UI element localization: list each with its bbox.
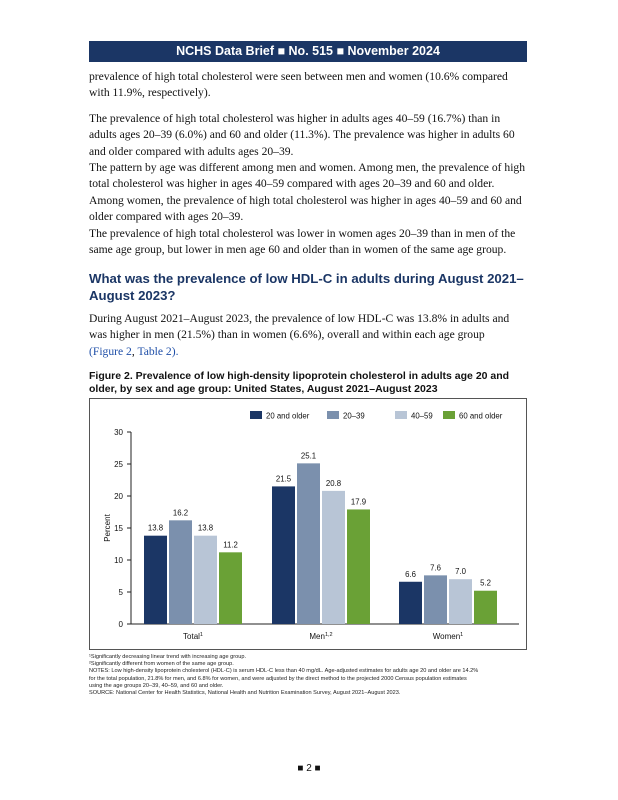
body-paragraph-4 (89, 226, 527, 259)
bar-women-series-2 (449, 579, 472, 624)
note-line: using the age groups 20–39, 40–59, and 60 and older. (89, 682, 224, 689)
section-paragraph-body: During August 2021–August 2023, the prevalence of low HDL-C was 13.8% in adults and was higher in men (21.5%) than in women (6.6%), overall and within each age group (89, 312, 510, 342)
y-tick-label: 30 (114, 428, 123, 437)
x-category-label: Men$^{1,2}$ (309, 632, 333, 641)
bar-total-series-0 (144, 536, 167, 624)
bar-value-label: 6.6 (405, 569, 416, 579)
note-line: ²Significantly different from women of the same age group. (89, 661, 234, 668)
legend-label: 20 and older (266, 411, 310, 421)
legend-label: 40–59 (411, 411, 433, 421)
bar-total-series-3 (219, 552, 242, 624)
bar-men-series-1 (297, 463, 320, 624)
y-tick-label: 10 (114, 556, 123, 565)
body-paragraph-3 (89, 160, 527, 226)
y-tick-label: 25 (114, 460, 123, 469)
bar-total-series-2 (194, 536, 217, 624)
page-number: ■ 2 ■ (297, 763, 321, 774)
figure-title: Figure 2. Prevalence of low high-density lipoprotein cholesterol in adults age 20 and older, by sex and age group: United States, August 2021–August 2023 (89, 370, 510, 395)
note-line: for the total population, 21.8% for men, and 6.8% for women, and were adjusted by the direct method to the projected 2000 Census population estimates (89, 675, 467, 682)
section-heading: What was the prevalence of low HDL-C in adults during August 2021–August 2023? (89, 271, 524, 303)
report-header-banner (89, 41, 527, 62)
bar-value-label: 16.2 (172, 508, 189, 518)
bar-women-series-1 (424, 575, 447, 624)
paren-close: ). (171, 344, 179, 358)
report-header-title: NCHS Data Brief ■ No. 515 ■ November 2024 (176, 44, 440, 58)
paragraph-text: The prevalence of high total cholesterol was higher in adults ages 40–59 (16.7%) than in adults ages 20–39 (6.0%) and 60 and older (11.3%). The prevalence was higher in adults 60 and older compared with adults ages 20–39. (89, 112, 515, 158)
legend-swatch (395, 411, 407, 419)
bar-value-label: 11.2 (223, 540, 238, 550)
bar-value-label: 5.2 (480, 578, 491, 588)
bar-men-series-3 (347, 509, 370, 624)
paragraph-text: The prevalence of high total cholesterol was lower in women ages 20–39 than in men of the same age group, but lower in men age 60 and older than in women of the same age group. (89, 227, 516, 257)
body-paragraph-1 (89, 69, 527, 102)
y-axis-title: Percent (103, 514, 112, 542)
bar-women-series-3 (474, 591, 497, 624)
bar-value-label: 17.9 (350, 497, 367, 507)
paragraph-text: prevalence of high total cholesterol were seen between men and women (10.6% compared with 11.9%, respectively). (89, 70, 508, 100)
note-line: ¹Significantly decreasing linear trend with increasing age group. (89, 654, 247, 660)
bar-value-label: 20.8 (325, 478, 342, 488)
section-paragraph (89, 311, 527, 360)
paren-open: ( (89, 344, 93, 358)
bar-women-series-0 (399, 582, 422, 624)
table-2-link[interactable]: Table 2 (137, 344, 172, 358)
y-tick-label: 20 (114, 492, 123, 501)
note-line: SOURCE: National Center for Health Statistics, National Health and Nutrition Examination Survey, August 2021–August 2023. (89, 690, 401, 697)
legend-label: 20–39 (343, 411, 365, 421)
bar-value-label: 7.6 (430, 563, 441, 573)
legend-swatch (443, 411, 455, 419)
body-paragraph-2 (89, 111, 527, 160)
y-tick-label: 15 (114, 524, 123, 533)
section-paragraph-text (89, 311, 527, 360)
y-tick-label: 5 (118, 588, 123, 597)
bar-chart (89, 398, 527, 650)
bar-value-label: 21.5 (275, 474, 292, 484)
bar-total-series-1 (169, 520, 192, 624)
legend-swatch (327, 411, 339, 419)
x-category-label: Women$^1$ (432, 632, 464, 641)
y-tick-label: 0 (118, 620, 123, 629)
legend-swatch (250, 411, 262, 419)
bar-value-label: 13.8 (147, 523, 164, 533)
bar-men-series-0 (272, 486, 295, 624)
link-separator: , (131, 344, 138, 358)
bar-value-label: 7.0 (455, 567, 466, 577)
bar-value-label: 25.1 (300, 451, 317, 461)
x-category-label: Total$^1$ (183, 632, 203, 641)
paragraph-text: The pattern by age was different among men and women. Among men, the prevalence of high total cholesterol was higher in ages 40–59 compared with ages 20–39 and 60 and older. Among women, the prevalence of high total cholesterol was higher in ages 40–59 and 60 and older compared with ages 20–39. (89, 161, 526, 224)
note-line: NOTES: Low high-density lipoprotein cholesterol (HDL-C) is serum HDL-C less than 40 mg/dL. Age-adjusted estimates for adults age 20 and older are 14.2% (89, 668, 479, 675)
figure-notes (89, 654, 529, 697)
bar-value-label: 13.8 (197, 523, 214, 533)
bar-men-series-2 (322, 491, 345, 624)
legend-label: 60 and older (459, 411, 503, 421)
figure-2-link[interactable]: Figure 2 (92, 344, 132, 358)
